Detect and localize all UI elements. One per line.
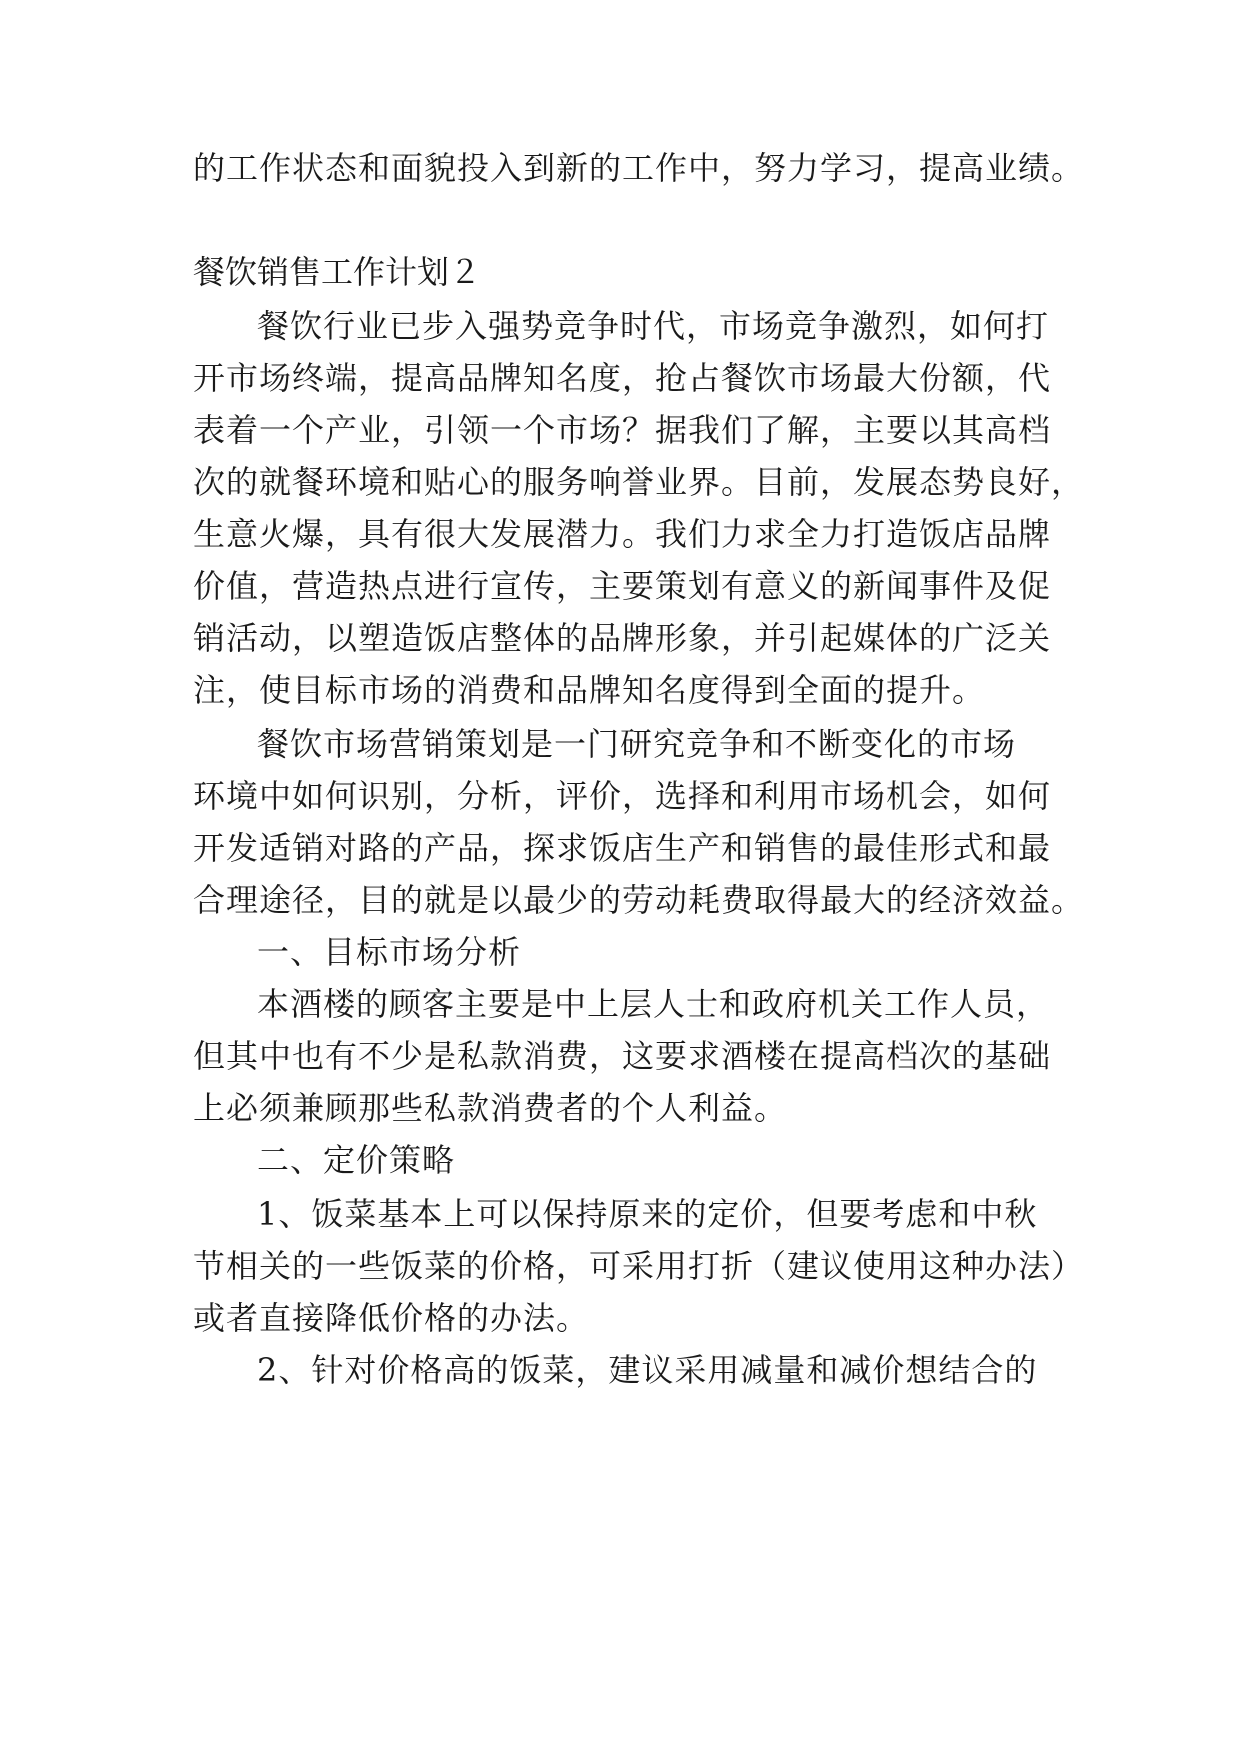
subsection-heading: 二、定价策略 [257, 1141, 456, 1179]
paragraph-line: 价值，营造热点进行宣传，主要策划有意义的新闻事件及促 [193, 567, 1052, 605]
paragraph-line: 餐饮市场营销策划是一门研究竞争和不断变化的市场 [257, 725, 1017, 763]
paragraph-line: 餐饮行业已步入强势竞争时代，市场竞争激烈，如何打 [257, 307, 1050, 345]
paragraph-line: 或者直接降低价格的办法。 [193, 1299, 590, 1337]
paragraph-line: 节相关的一些饭菜的价格，可采用打折（建议使用这种办法） [193, 1247, 1085, 1285]
paragraph-line: 生意火爆，具有很大发展潜力。我们力求全力打造饭店品牌 [193, 515, 1052, 553]
paragraph-line: 2、针对价格高的饭菜，建议采用减量和减价想结合的 [257, 1351, 1038, 1389]
paragraph-line: 次的就餐环境和贴心的服务响誉业界。目前，发展态势良好， [193, 463, 1085, 501]
paragraph-line: 本酒楼的顾客主要是中上层人士和政府机关工作人员， [257, 985, 1050, 1023]
section-title: 餐饮销售工作计划２ [193, 253, 482, 291]
paragraph-line: 开发适销对路的产品，探求饭店生产和销售的最佳形式和最 [193, 829, 1052, 867]
paragraph-line: 开市场终端，提高品牌知名度，抢占餐饮市场最大份额，代 [193, 359, 1052, 397]
paragraph-line: 上必须兼顾那些私款消费者的个人利益。 [193, 1089, 788, 1127]
paragraph-line: 合理途径，目的就是以最少的劳动耗费取得最大的经济效益。 [193, 881, 1085, 919]
subsection-heading: 一、目标市场分析 [257, 933, 522, 971]
paragraph-line: 环境中如何识别，分析，评价，选择和利用市场机会，如何 [193, 777, 1052, 815]
text-line: 的工作状态和面貌投入到新的工作中，努力学习，提高业绩。 [193, 149, 1085, 187]
paragraph-line: 注，使目标市场的消费和品牌知名度得到全面的提升。 [193, 671, 986, 709]
paragraph-line: 销活动，以塑造饭店整体的品牌形象，并引起媒体的广泛关 [193, 619, 1052, 657]
paragraph-line: 表着一个产业，引领一个市场？据我们了解，主要以其高档 [193, 411, 1052, 449]
paragraph-line: 但其中也有不少是私款消费，这要求酒楼在提高档次的基础 [193, 1037, 1052, 1075]
paragraph-line: 1、饭菜基本上可以保持原来的定价，但要考虑和中秋 [257, 1195, 1038, 1233]
